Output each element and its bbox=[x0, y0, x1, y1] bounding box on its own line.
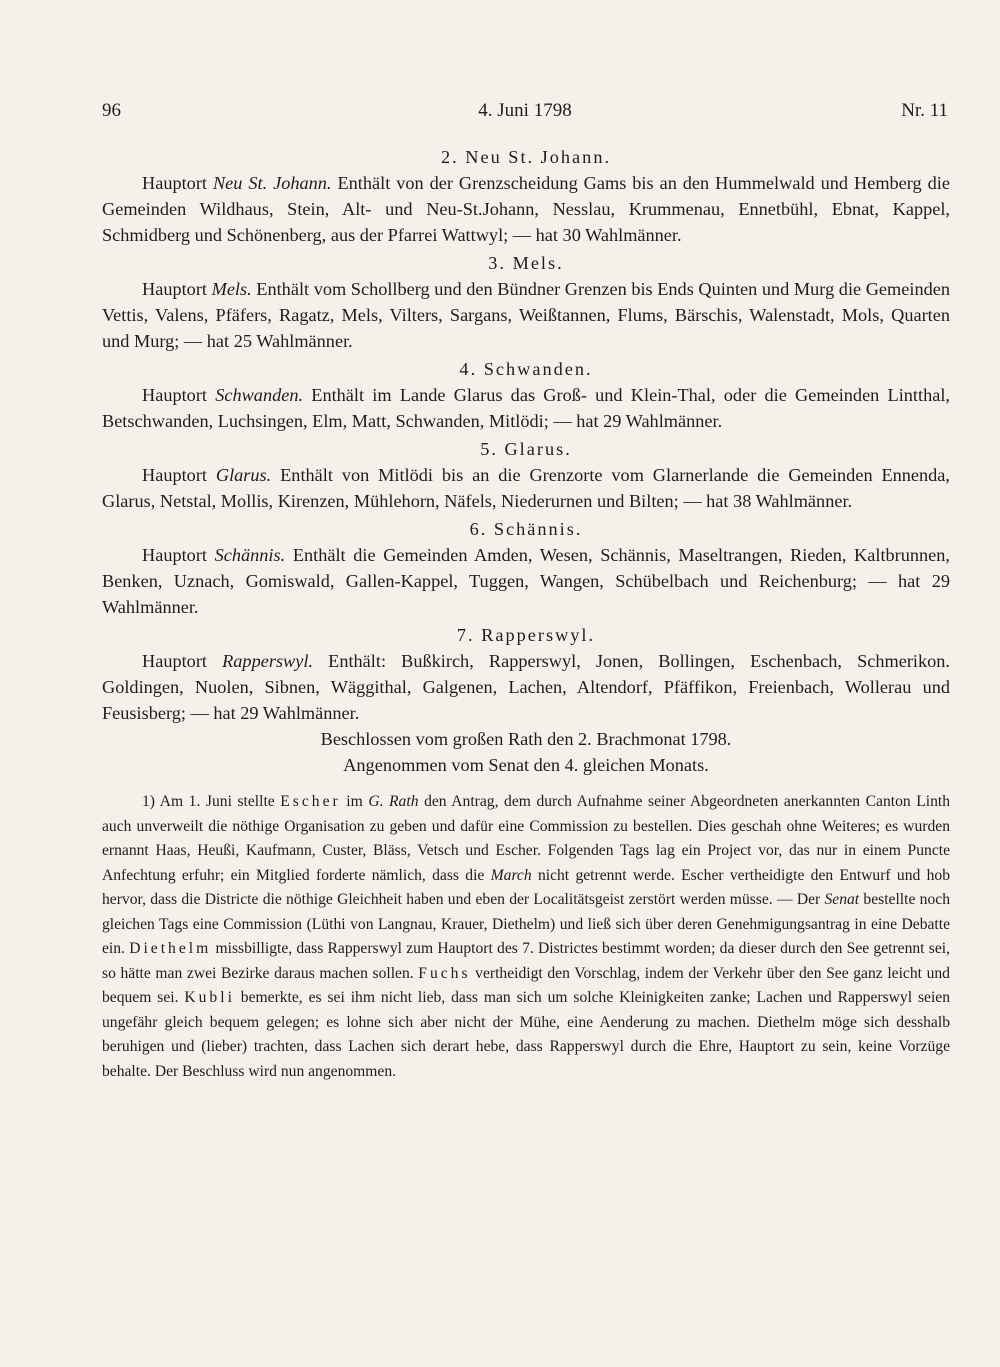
page-date: 4. Juni 1798 bbox=[478, 100, 572, 121]
footnote-marker: 1) bbox=[142, 793, 160, 810]
section-paragraph bbox=[102, 542, 950, 620]
footnote-text: bestellte noch gleichen Tags eine Commission (Lüthi von Langnau, Krauer, Diethelm) und ließ sich über deren Genehmigungsantrag in eine Debatte ein. bbox=[102, 891, 950, 957]
person-name: Escher bbox=[280, 793, 341, 810]
place-name: Neu St. Johann. bbox=[212, 173, 332, 193]
section-paragraph bbox=[102, 170, 950, 248]
footnote-text: vertheidigt den Vorschlag, indem der Verkehr über den See ganz leicht und bequem sei. bbox=[102, 964, 950, 1006]
page-header bbox=[102, 100, 948, 130]
person-name: Diethelm bbox=[129, 940, 212, 957]
paragraph-text: Enthält im Lande Glarus das Groß- und Klein-Thal, oder die Gemeinden Lintthal, Betschwanden, Luchsingen, Elm, Matt, Schwanden, Mitlödi; — hat 29 Wahlmänner. bbox=[102, 385, 950, 431]
person-name: Fuchs bbox=[418, 964, 471, 982]
footnote bbox=[102, 790, 950, 1084]
paragraph-lead: Hauptort bbox=[142, 465, 216, 485]
footnote-text: nicht getrennt werde. Escher vertheidigte den Entwurf und hob hervor, dass die Districte die nöthige Gleichheit haben und eben der Localitätsgeist zerstört werden müsse. — Der bbox=[102, 866, 950, 908]
paragraph-lead: Hauptort bbox=[142, 545, 215, 565]
place-name: Schwanden. bbox=[215, 385, 304, 405]
place-name: Glarus. bbox=[215, 465, 272, 485]
footnote-text: missbilligte, dass Rapperswyl zum Hauptort des 7. Districtes bestimmt worden; da dieser durch den See getrennt sei, so hätte man zwei Bezirke daraus machen sollen. bbox=[102, 940, 950, 982]
person-name: Kubli bbox=[184, 989, 235, 1006]
place-name: Rapperswyl. bbox=[222, 651, 314, 671]
council-name: G. Rath bbox=[368, 793, 419, 810]
section-title: 7. Rapperswyl. bbox=[456, 625, 596, 645]
section-title: 4. Schwanden. bbox=[459, 359, 593, 379]
paragraph-text: Enthält von Mitlödi bis an die Grenzorte vom Glarnerlande die Gemeinden Ennenda, Glarus, Netstal, Mollis, Kirenzen, Mühlehorn, Näfels, Niederurnen und Bilten; — hat 38 Wahlmänner. bbox=[102, 465, 950, 511]
section-paragraph bbox=[102, 276, 950, 354]
page-number: 96 bbox=[102, 100, 121, 121]
paragraph-lead: Hauptort bbox=[142, 279, 212, 299]
footnote-text: im bbox=[340, 793, 369, 810]
resolution-line: Beschlossen vom großen Rath den 2. Brachmonat 1798. bbox=[320, 729, 732, 749]
footnote-text: den Antrag, dem durch Aufnahme seiner Abgeordneten anerkannten Canton Linth auch unverweilt die nöthige Organisation zu geben und dafür eine Commission zu bestellen. Dies geschah ohne Weiteres; es wurden ernannt Haas, Heußi, Kaufmann, Custer, Bläss, Vetsch und Escher. Folgenden Tags lag ein Project vor, das nur in einem Puncte Anfechtung erfuhr; ein Mitglied forderte nämlich, dass die bbox=[102, 793, 951, 884]
document-body bbox=[102, 142, 950, 1084]
place-name: March bbox=[490, 866, 532, 884]
paragraph-text: Enthält von der Grenzscheidung Gams bis an den Hummelwald und Hemberg die Gemeinden Wildhaus, Stein, Alt- und Neu-St.Johann, Nesslau, Krummenau, Ennetbühl, Ebnat, Kappel, Schmidberg und Schönenberg, aus der Pfarrei Wattwyl; — hat 30 Wahlmänner. bbox=[102, 173, 950, 245]
section-paragraph bbox=[102, 462, 950, 514]
footnotes bbox=[102, 790, 950, 1084]
section-paragraph bbox=[102, 382, 950, 434]
paragraph-text: Enthält vom Schollberg und den Bündner Grenzen bis Ends Quinten und Murg die Gemeinden Vettis, Valens, Pfäfers, Ragatz, Mels, Vilters, Sargans, Weißtannen, Flums, Bärschis, Walenstadt, Mols, Quarten und Murg; — hat 25 Wahlmänner. bbox=[102, 279, 950, 351]
section-title: 2. Neu St. Johann. bbox=[440, 147, 612, 167]
footnote-text: bemerkte, es sei ihm nicht lieb, dass man sich um solche Kleinigkeiten zanke; Lachen und Rapperswyl seien ungefähr gleich bequem gelegen; es lohne sich aber nicht der Mühe, eine Aenderung zu machen. Diethelm möge sich desshalb beruhigen und (lieber) trachten, dass Lachen sich derart hebe, dass Rapperswyl durch die Ehre, Hauptort zu sein, keine Vorzüge behalte. Der Beschluss wird nun angenommen. bbox=[102, 989, 950, 1080]
section-title: 6. Schännis. bbox=[469, 519, 583, 539]
paragraph-lead: Hauptort bbox=[142, 173, 213, 193]
paragraph-lead: Hauptort bbox=[142, 651, 223, 671]
section-title: 5. Glarus. bbox=[480, 439, 572, 459]
footnote-text: Am 1. Juni stellte bbox=[159, 793, 281, 810]
place-name: Mels. bbox=[211, 279, 252, 299]
issue-number: Nr. 11 bbox=[901, 100, 948, 121]
paragraph-text: Enthält: Bußkirch, Rapperswyl, Jonen, Bollingen, Eschenbach, Schmerikon. Goldingen, Nuolen, Sibnen, Wäggithal, Galgenen, Lachen, Altendorf, Pfäffikon, Freienbach, Wollerau und Feusisberg; — hat 29 Wahlmänner. bbox=[102, 651, 950, 723]
section-paragraph bbox=[102, 648, 950, 726]
paragraph-lead: Hauptort bbox=[142, 385, 216, 405]
paragraph-text: Enthält die Gemeinden Amden, Wesen, Schännis, Maseltrangen, Rieden, Kaltbrunnen, Benken, Uznach, Gomiswald, Gallen-Kappel, Tuggen, Wangen, Schübelbach und Reichenburg; — hat 29 Wahlmänner. bbox=[102, 545, 950, 617]
place-name: Schännis. bbox=[214, 545, 286, 565]
council-name: Senat bbox=[824, 891, 860, 908]
section-title: 3. Mels. bbox=[488, 253, 564, 273]
resolution-line: Angenommen vom Senat den 4. gleichen Monats. bbox=[343, 755, 709, 775]
